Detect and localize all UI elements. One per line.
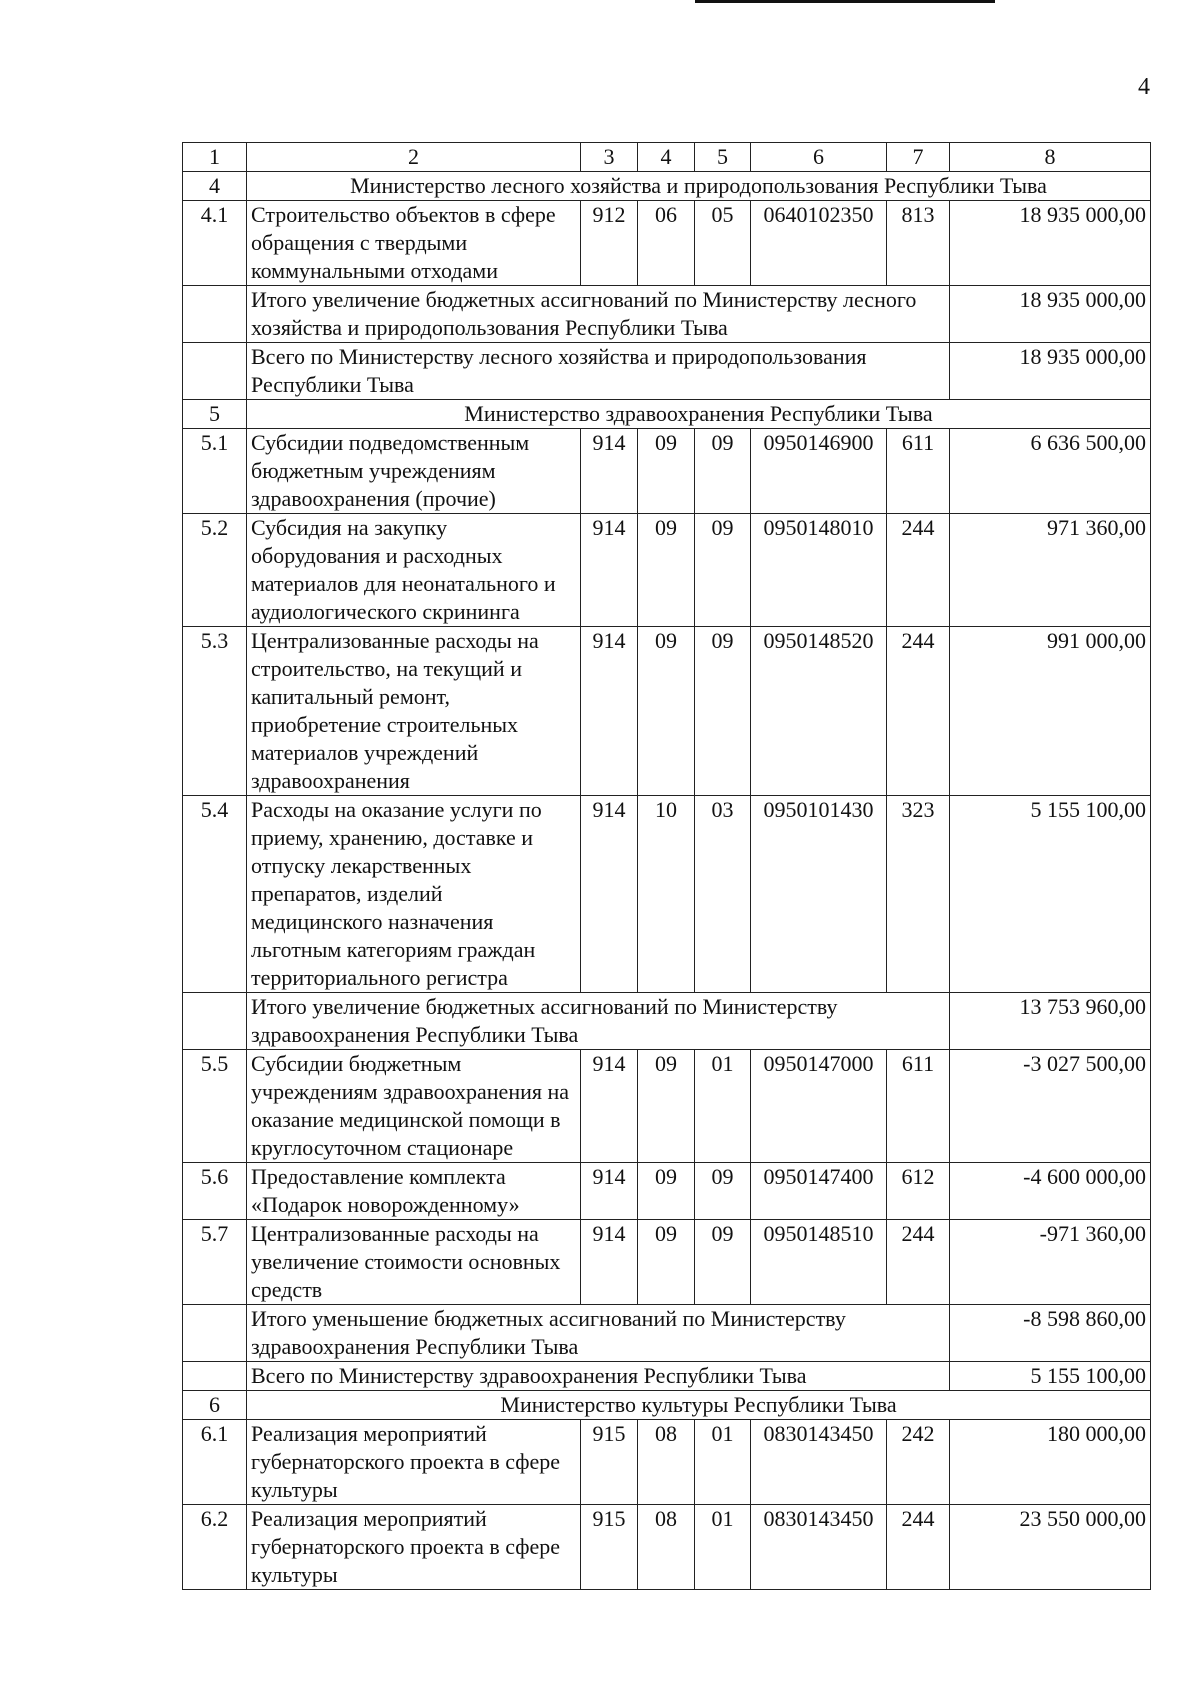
item-row: [183, 1050, 1151, 1163]
table-body: [183, 143, 1151, 1590]
budget-table: [182, 142, 1151, 1590]
section-row: [183, 1391, 1151, 1420]
item-description: Субсидия на закупку оборудования и расходных материалов для неонатального и аудиологического скрининга: [247, 514, 581, 627]
expense-type-code: 242: [887, 1420, 950, 1505]
amount: 991 000,00: [950, 627, 1151, 796]
amount: 18 935 000,00: [950, 201, 1151, 286]
target-article-code: 0640102350: [751, 201, 887, 286]
item-description: Субсидии бюджетным учреждениям здравоохранения на оказание медицинской помощи в круглосуточном стационаре: [247, 1050, 581, 1163]
amount: 23 550 000,00: [950, 1505, 1151, 1590]
item-description: Реализация мероприятий губернаторского проекта в сфере культуры: [247, 1505, 581, 1590]
subsection-code: 09: [695, 1220, 751, 1305]
ministry-code: 912: [581, 201, 638, 286]
section-code: 09: [638, 1050, 695, 1163]
total-row: [183, 993, 1151, 1050]
item-row: [183, 514, 1151, 627]
amount: 6 636 500,00: [950, 429, 1151, 514]
column-number: 5: [695, 143, 751, 172]
target-article-code: 0950146900: [751, 429, 887, 514]
target-article-code: 0950148010: [751, 514, 887, 627]
section-code: 09: [638, 627, 695, 796]
item-number: 5.7: [183, 1220, 247, 1305]
total-number: [183, 993, 247, 1050]
item-description: Централизованные расходы на строительство, на текущий и капитальный ремонт, приобретение строительных материалов учреждений здравоохранения: [247, 627, 581, 796]
section-code: 08: [638, 1420, 695, 1505]
section-row: [183, 172, 1151, 201]
total-description: Всего по Министерству здравоохранения Республики Тыва: [247, 1362, 950, 1391]
column-number: 7: [887, 143, 950, 172]
total-description: Итого увеличение бюджетных ассигнований по Министерству здравоохранения Республики Тыва: [247, 993, 950, 1050]
subsection-code: 01: [695, 1420, 751, 1505]
expense-type-code: 244: [887, 1505, 950, 1590]
target-article-code: 0950147400: [751, 1163, 887, 1220]
item-row: [183, 796, 1151, 993]
amount: 971 360,00: [950, 514, 1151, 627]
target-article-code: 0950101430: [751, 796, 887, 993]
column-number: 4: [638, 143, 695, 172]
item-description: Строительство объектов в сфере обращения с твердыми коммунальными отходами: [247, 201, 581, 286]
total-amount: 18 935 000,00: [950, 343, 1151, 400]
section-code: 09: [638, 429, 695, 514]
total-description: Всего по Министерству лесного хозяйства и природопользования Республики Тыва: [247, 343, 950, 400]
section-number: 6: [183, 1391, 247, 1420]
column-number: 1: [183, 143, 247, 172]
subsection-code: 03: [695, 796, 751, 993]
total-amount: -8 598 860,00: [950, 1305, 1151, 1362]
total-row: [183, 1305, 1151, 1362]
expense-type-code: 323: [887, 796, 950, 993]
expense-type-code: 244: [887, 627, 950, 796]
target-article-code: 0830143450: [751, 1420, 887, 1505]
item-description: Субсидии подведомственным бюджетным учреждениям здравоохранения (прочие): [247, 429, 581, 514]
column-number: 3: [581, 143, 638, 172]
item-row: [183, 1163, 1151, 1220]
total-description: Итого увеличение бюджетных ассигнований по Министерству лесного хозяйства и природопользования Республики Тыва: [247, 286, 950, 343]
subsection-code: 09: [695, 1163, 751, 1220]
expense-type-code: 813: [887, 201, 950, 286]
ministry-code: 914: [581, 1220, 638, 1305]
subsection-code: 09: [695, 429, 751, 514]
top-rule: [695, 0, 995, 3]
target-article-code: 0950147000: [751, 1050, 887, 1163]
expense-type-code: 611: [887, 1050, 950, 1163]
page-number: 4: [1138, 74, 1150, 100]
section-code: 08: [638, 1505, 695, 1590]
section-title: Министерство культуры Республики Тыва: [247, 1391, 1151, 1420]
item-number: 5.3: [183, 627, 247, 796]
item-number: 6.2: [183, 1505, 247, 1590]
target-article-code: 0830143450: [751, 1505, 887, 1590]
section-code: 09: [638, 514, 695, 627]
item-row: [183, 1220, 1151, 1305]
total-amount: 13 753 960,00: [950, 993, 1151, 1050]
item-row: [183, 201, 1151, 286]
total-number: [183, 1305, 247, 1362]
total-number: [183, 286, 247, 343]
section-code: 09: [638, 1220, 695, 1305]
subsection-code: 09: [695, 627, 751, 796]
section-code: 06: [638, 201, 695, 286]
ministry-code: 914: [581, 627, 638, 796]
column-number: 2: [247, 143, 581, 172]
section-code: 09: [638, 1163, 695, 1220]
section-title: Министерство лесного хозяйства и природопользования Республики Тыва: [247, 172, 1151, 201]
ministry-code: 914: [581, 1163, 638, 1220]
item-description: Централизованные расходы на увеличение стоимости основных средств: [247, 1220, 581, 1305]
item-number: 5.4: [183, 796, 247, 993]
column-number: 6: [751, 143, 887, 172]
subsection-code: 09: [695, 514, 751, 627]
ministry-code: 915: [581, 1420, 638, 1505]
column-number: 8: [950, 143, 1151, 172]
expense-type-code: 611: [887, 429, 950, 514]
total-row: [183, 286, 1151, 343]
total-number: [183, 343, 247, 400]
item-description: Реализация мероприятий губернаторского проекта в сфере культуры: [247, 1420, 581, 1505]
item-number: 6.1: [183, 1420, 247, 1505]
total-number: [183, 1362, 247, 1391]
ministry-code: 914: [581, 1050, 638, 1163]
expense-type-code: 612: [887, 1163, 950, 1220]
ministry-code: 914: [581, 796, 638, 993]
item-row: [183, 1505, 1151, 1590]
expense-type-code: 244: [887, 514, 950, 627]
item-row: [183, 1420, 1151, 1505]
total-row: [183, 343, 1151, 400]
target-article-code: 0950148510: [751, 1220, 887, 1305]
item-row: [183, 429, 1151, 514]
section-number: 5: [183, 400, 247, 429]
item-number: 5.6: [183, 1163, 247, 1220]
subsection-code: 01: [695, 1505, 751, 1590]
amount: -4 600 000,00: [950, 1163, 1151, 1220]
section-row: [183, 400, 1151, 429]
total-description: Итого уменьшение бюджетных ассигнований по Министерству здравоохранения Республики Тыва: [247, 1305, 950, 1362]
target-article-code: 0950148520: [751, 627, 887, 796]
amount: 180 000,00: [950, 1420, 1151, 1505]
section-title: Министерство здравоохранения Республики Тыва: [247, 400, 1151, 429]
column-number-row: [183, 143, 1151, 172]
subsection-code: 01: [695, 1050, 751, 1163]
expense-type-code: 244: [887, 1220, 950, 1305]
ministry-code: 914: [581, 429, 638, 514]
amount: 5 155 100,00: [950, 796, 1151, 993]
total-amount: 18 935 000,00: [950, 286, 1151, 343]
total-row: [183, 1362, 1151, 1391]
ministry-code: 915: [581, 1505, 638, 1590]
item-number: 5.5: [183, 1050, 247, 1163]
amount: -971 360,00: [950, 1220, 1151, 1305]
ministry-code: 914: [581, 514, 638, 627]
item-number: 4.1: [183, 201, 247, 286]
section-number: 4: [183, 172, 247, 201]
section-code: 10: [638, 796, 695, 993]
subsection-code: 05: [695, 201, 751, 286]
item-number: 5.1: [183, 429, 247, 514]
item-description: Расходы на оказание услуги по приему, хранению, доставке и отпуску лекарственных препаратов, изделий медицинского назначения льготным категориям граждан территориального регистра: [247, 796, 581, 993]
amount: -3 027 500,00: [950, 1050, 1151, 1163]
item-number: 5.2: [183, 514, 247, 627]
item-row: [183, 627, 1151, 796]
total-amount: 5 155 100,00: [950, 1362, 1151, 1391]
item-description: Предоставление комплекта «Подарок новорожденному»: [247, 1163, 581, 1220]
